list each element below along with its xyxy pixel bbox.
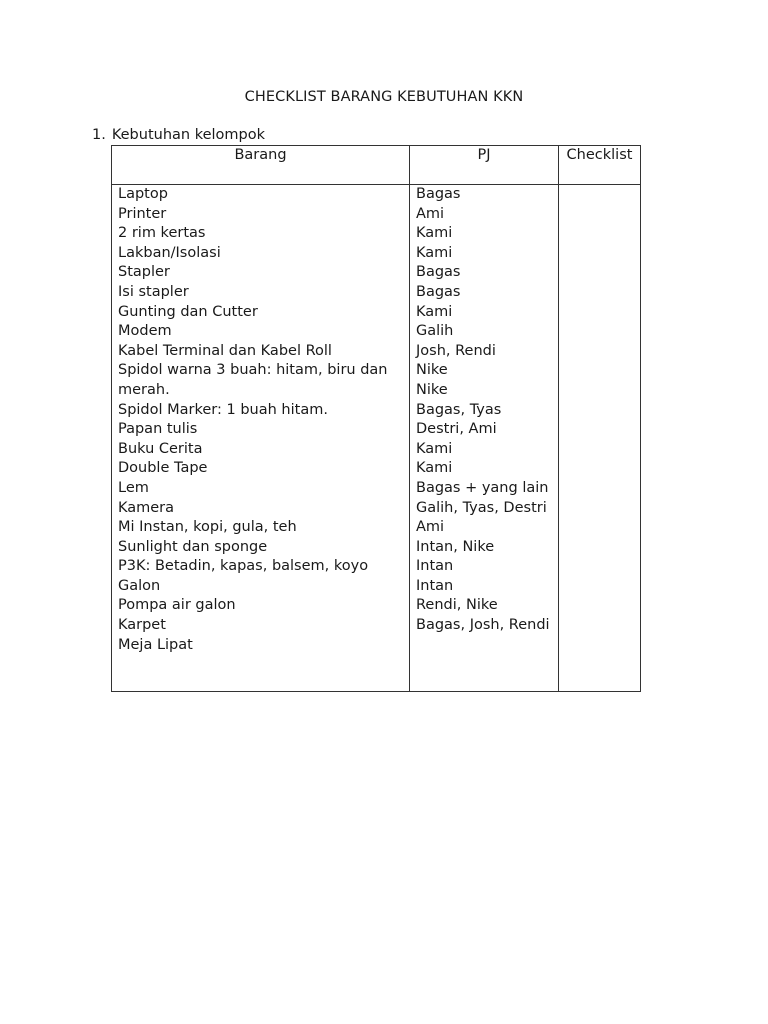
pj-item: Intan, Nike [416, 538, 495, 555]
header-checklist: Checklist [559, 146, 641, 185]
pj-item: Bagas [416, 283, 461, 300]
pj-item: Galih [416, 323, 454, 340]
pj-item: Intan [416, 577, 454, 594]
pj-item: Nike [416, 381, 448, 398]
pj-item: Bagas + yang lain [416, 479, 549, 496]
header-barang: Barang [112, 146, 410, 185]
barang-item: Double Tape [118, 460, 208, 477]
pj-item: Josh, Rendi [416, 342, 496, 359]
pj-item: Ami [416, 205, 445, 222]
barang-item: Papan tulis [118, 421, 198, 438]
pj-cell [410, 185, 559, 692]
pj-item: Intan [416, 558, 454, 575]
table-header-row [112, 146, 641, 185]
barang-item: Spidol Marker: 1 buah hitam. [118, 401, 328, 418]
barang-item: Modem [118, 323, 172, 340]
barang-item: Meja Lipat [118, 636, 193, 653]
barang-item: Printer [118, 205, 167, 222]
pj-list [410, 185, 558, 636]
section-heading-text: Kebutuhan kelompok [111, 127, 265, 143]
barang-item: Stapler [118, 264, 170, 281]
barang-item: Lem [118, 479, 149, 496]
header-pj: PJ [410, 146, 559, 185]
pj-item: Kami [416, 440, 453, 457]
page-title: CHECKLIST BARANG KEBUTUHAN KKN [244, 89, 524, 105]
pj-item: Galih, Tyas, Destri [416, 499, 547, 516]
pj-item: Bagas [416, 264, 461, 281]
barang-item: Lakban/Isolasi [118, 244, 221, 261]
barang-item: Pompa air galon [118, 597, 236, 614]
barang-item: Sunlight dan sponge [118, 538, 268, 555]
barang-item: Kabel Terminal dan Kabel Roll [118, 342, 332, 359]
barang-item: Buku Cerita [118, 440, 203, 457]
pj-item: Rendi, Nike [416, 597, 498, 614]
pj-item: Kami [416, 303, 453, 320]
checklist-cell[interactable] [559, 185, 641, 692]
barang-item: Gunting dan Cutter [118, 303, 258, 320]
pj-item: Bagas, Tyas [416, 401, 502, 418]
pj-item: Destri, Ami [416, 421, 497, 438]
barang-item: Isi stapler [118, 283, 189, 300]
checklist-table [111, 145, 641, 692]
barang-item: P3K: Betadin, kapas, balsem, koyo [118, 558, 369, 575]
barang-item: Kamera [118, 499, 175, 516]
barang-item: Galon [118, 577, 161, 594]
barang-item: Spidol warna 3 buah: hitam, biru dan merah. [118, 362, 388, 398]
section-heading [92, 125, 265, 145]
barang-item: Mi Instan, kopi, gula, teh [118, 519, 297, 536]
pj-item: Kami [416, 244, 453, 261]
barang-cell [112, 185, 410, 692]
pj-item: Nike [416, 362, 448, 379]
table-body-row [112, 185, 641, 692]
pj-item: Ami [416, 519, 445, 536]
pj-item: Bagas [416, 186, 461, 202]
pj-item: Kami [416, 225, 453, 242]
barang-item: Karpet [118, 617, 166, 634]
pj-item: Bagas, Josh, Rendi [416, 617, 550, 634]
barang-item: Laptop [118, 186, 168, 202]
barang-item: 2 rim kertas [118, 225, 206, 242]
barang-list [112, 185, 409, 655]
pj-item: Kami [416, 460, 453, 477]
section-number: 1. [92, 127, 106, 143]
